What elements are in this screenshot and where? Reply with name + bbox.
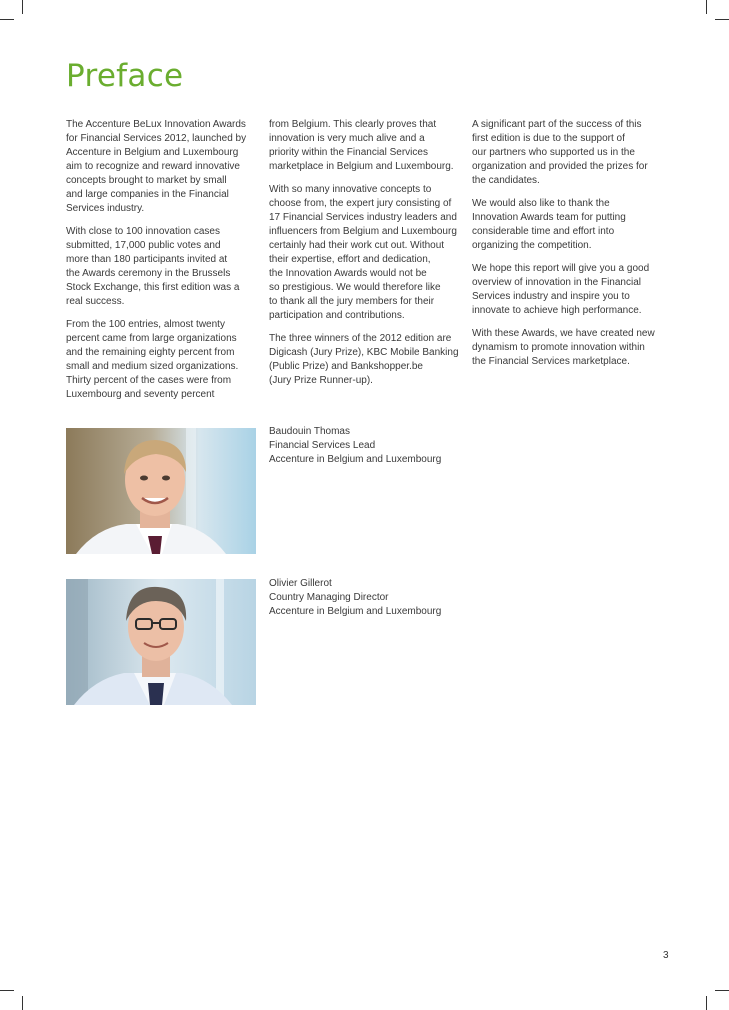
text-line: With so many innovative concepts to xyxy=(269,184,432,195)
text-line: From the 100 entries, almost twenty xyxy=(66,319,225,330)
body-paragraph xyxy=(66,318,258,402)
text-line: and large companies in the Financial xyxy=(66,189,229,200)
crop-mark-bottom-right-v xyxy=(706,996,707,1010)
portrait-photo-baudouin-thomas xyxy=(66,428,256,554)
text-line: participation and contributions. xyxy=(269,310,405,321)
page-title: Preface xyxy=(66,58,184,94)
body-paragraph xyxy=(472,118,662,188)
text-line: Innovation Awards team for putting xyxy=(472,212,626,223)
text-line: Digicash (Jury Prize), KBC Mobile Banking xyxy=(269,347,459,358)
text-line: small and medium sized organizations. xyxy=(66,361,239,372)
crop-mark-top-left-v xyxy=(22,0,23,14)
crop-mark-bottom-right-h xyxy=(715,990,729,991)
text-line: for Financial Services 2012, launched by xyxy=(66,133,247,144)
text-line: percent came from large organizations xyxy=(66,333,237,344)
text-line: aim to recognize and reward innovative xyxy=(66,161,240,172)
text-line: the candidates. xyxy=(472,175,540,186)
text-line: submitted, 17,000 public votes and xyxy=(66,240,221,251)
text-line: The Accenture BeLux Innovation Awards xyxy=(66,119,246,130)
text-line: We hope this report will give you a good xyxy=(472,263,650,274)
body-paragraph xyxy=(66,225,258,309)
text-line: innovation is very much alive and a xyxy=(269,133,425,144)
text-line: the Innovation Awards would not be xyxy=(269,268,427,279)
text-line: Thirty percent of the cases were from xyxy=(66,375,232,386)
text-line: certainly had their work cut out. Without xyxy=(269,240,445,251)
text-line: The three winners of the 2012 edition are xyxy=(269,333,452,344)
text-line: to thank all the jury members for their xyxy=(269,296,435,307)
crop-mark-top-left-h xyxy=(0,19,14,20)
text-line: A significant part of the success of this xyxy=(472,119,642,130)
crop-mark-top-right-h xyxy=(715,19,729,20)
text-line: Services industry. xyxy=(66,203,145,214)
text-line: With these Awards, we have created new xyxy=(472,328,655,339)
body-paragraph xyxy=(472,197,662,253)
text-column-2 xyxy=(269,118,461,397)
text-line: overview of innovation in the Financial xyxy=(472,277,641,288)
body-paragraph xyxy=(472,327,662,369)
crop-mark-bottom-left-v xyxy=(22,996,23,1010)
text-line: real success. xyxy=(66,296,125,307)
body-paragraph xyxy=(472,262,662,318)
text-line: innovate to achieve high performance. xyxy=(472,305,642,316)
text-line: (Public Prize) and Bankshopper.be xyxy=(269,361,423,372)
text-line: organizing the competition. xyxy=(472,240,592,251)
text-line: their expertise, effort and dedication, xyxy=(269,254,431,265)
text-line: Services industry and inspire you to xyxy=(472,291,630,302)
text-column-3 xyxy=(472,118,662,378)
text-line: priority within the Financial Services xyxy=(269,147,428,158)
crop-mark-top-right-v xyxy=(706,0,707,14)
signatory-name: Baudouin Thomas xyxy=(269,426,350,437)
text-line: 17 Financial Services industry leaders and xyxy=(269,212,457,223)
text-line: With close to 100 innovation cases xyxy=(66,226,220,237)
body-paragraph xyxy=(269,332,461,388)
body-paragraph xyxy=(269,118,461,174)
signature-block-1 xyxy=(269,425,441,467)
text-line: our partners who supported us in the xyxy=(472,147,635,158)
signatory-org: Accenture in Belgium and Luxembourg xyxy=(269,606,442,617)
text-line: first edition is due to the support of xyxy=(472,133,625,144)
text-line: dynamism to promote innovation within xyxy=(472,342,645,353)
text-line: and the remaining eighty percent from xyxy=(66,347,235,358)
text-column-1 xyxy=(66,118,258,411)
text-line: concepts brought to market by small xyxy=(66,175,227,186)
text-line: Stock Exchange, this first edition was a xyxy=(66,282,240,293)
signatory-org: Accenture in Belgium and Luxembourg xyxy=(269,454,442,465)
text-line: considerable time and effort into xyxy=(472,226,615,237)
text-line: the Awards ceremony in the Brussels xyxy=(66,268,231,279)
text-line: We would also like to thank the xyxy=(472,198,610,209)
text-line: so prestigious. We would therefore like xyxy=(269,282,441,293)
signatory-role: Country Managing Director xyxy=(269,592,389,603)
page-number: 3 xyxy=(663,950,669,961)
text-line: marketplace in Belgium and Luxembourg. xyxy=(269,161,454,172)
text-line: more than 180 participants invited at xyxy=(66,254,228,265)
text-line: (Jury Prize Runner-up). xyxy=(269,375,373,386)
signatory-name: Olivier Gillerot xyxy=(269,578,332,589)
text-line: from Belgium. This clearly proves that xyxy=(269,119,437,130)
text-line: Luxembourg and seventy percent xyxy=(66,389,215,400)
text-line: choose from, the expert jury consisting of xyxy=(269,198,452,209)
crop-mark-bottom-left-h xyxy=(0,990,14,991)
portrait-photo-olivier-gillerot xyxy=(66,579,256,705)
body-paragraph xyxy=(66,118,258,216)
signatory-role: Financial Services Lead xyxy=(269,440,376,451)
signature-block-2 xyxy=(269,577,441,619)
text-line: influencers from Belgium and Luxembourg xyxy=(269,226,457,237)
text-line: organization and provided the prizes for xyxy=(472,161,648,172)
body-paragraph xyxy=(269,183,461,323)
text-line: the Financial Services marketplace. xyxy=(472,356,630,367)
text-line: Accenture in Belgium and Luxembourg xyxy=(66,147,239,158)
